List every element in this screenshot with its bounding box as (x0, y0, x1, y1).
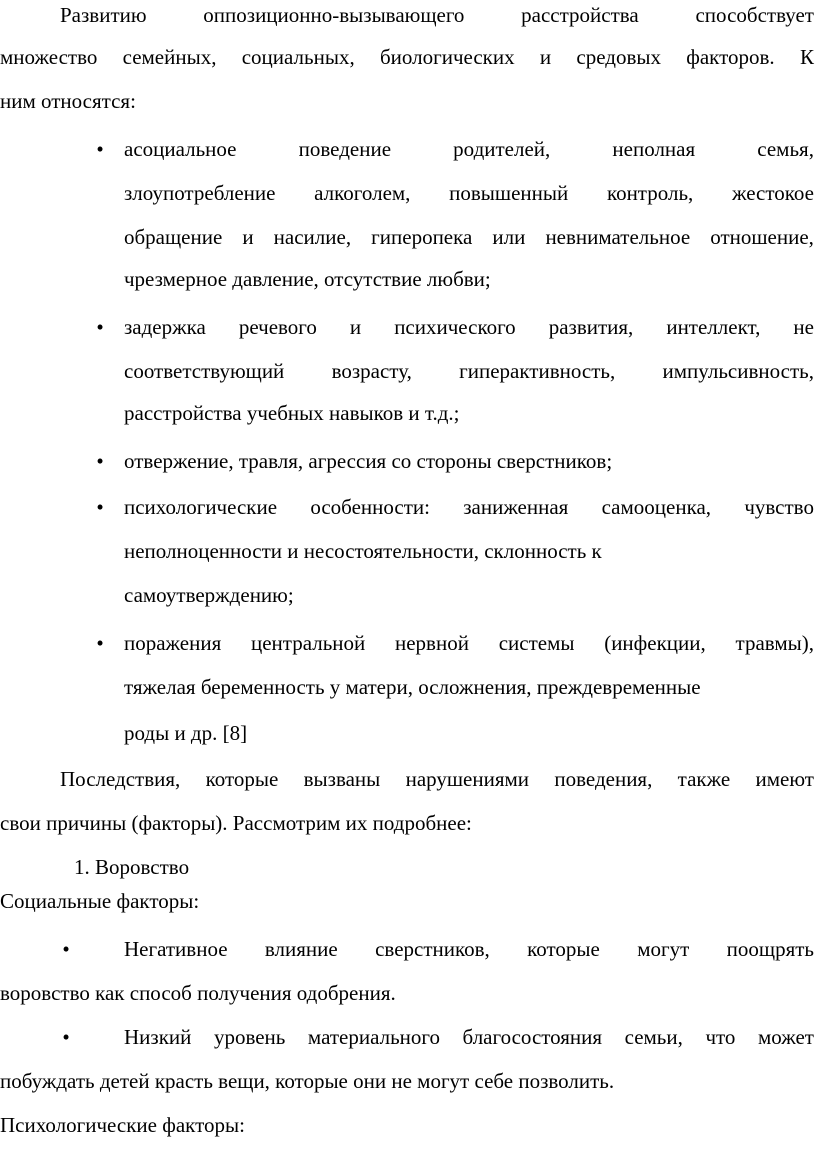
bullet-marker: • (62, 1025, 70, 1049)
word: развития, (548, 315, 634, 339)
word: которые (527, 937, 600, 961)
factor-1-line-4: чрезмерное давление, отсутствие любви; (124, 267, 491, 291)
section-heading-theft: 1. Воровство (74, 855, 190, 879)
word: факторов. (686, 45, 775, 69)
word: насилие, (273, 225, 352, 249)
word: влияние (264, 937, 338, 961)
consequences-line-2: свои причины (факторы). Рассмотрим их подробнее: (0, 811, 472, 835)
word: гиперопека (371, 225, 473, 249)
word: поведение (298, 137, 392, 161)
bullet-marker: • (96, 137, 104, 161)
word: злоупотребление (124, 181, 276, 205)
word: интеллект, (666, 315, 761, 339)
word: К (799, 45, 814, 69)
word: имеют (755, 767, 814, 791)
word: контроль, (606, 181, 694, 205)
word: заниженная (463, 495, 569, 519)
word: импульсивность, (662, 359, 814, 383)
bullet-marker: • (96, 315, 104, 339)
word: обращение (124, 225, 223, 249)
word: речевого (238, 315, 317, 339)
social-item-2-line-2: побуждать детей красть вещи, которые они не могут себе позволить. (0, 1069, 615, 1093)
factor-2-line-1 (124, 312, 814, 342)
factor-1-line-1 (124, 134, 814, 164)
word: и (242, 225, 254, 249)
word: алкоголем, (314, 181, 411, 205)
word: уровень (213, 1025, 286, 1049)
intro-line-3: ним относятся: (0, 89, 136, 113)
bullet-marker: • (62, 937, 70, 961)
factor-1-line-3 (124, 222, 814, 252)
factor-5-line-2: тяжелая беременность у матери, осложнения, преждевременные (124, 675, 701, 699)
word: психического (394, 315, 516, 339)
consequences-line-1 (60, 764, 814, 794)
social-item-1-line-1 (124, 934, 814, 964)
word: невнимательное (545, 225, 691, 249)
word: могут (637, 937, 690, 961)
word: может (757, 1025, 814, 1049)
factor-5-line-3: роды и др. [8] (124, 721, 248, 745)
word: и (349, 315, 362, 339)
word: повышенный (449, 181, 569, 205)
word: сверстников, (375, 937, 490, 961)
word: жестокое (731, 181, 814, 205)
word: что (705, 1025, 736, 1049)
word: Последствия, (60, 767, 181, 791)
word: травмы), (735, 631, 814, 655)
word: отношение, (710, 225, 814, 249)
word: которые (205, 767, 279, 791)
word: средовых (576, 45, 661, 69)
word: поощрять (726, 937, 814, 961)
word: способствует (695, 3, 814, 27)
psychological-factors-heading: Психологические факторы: (0, 1113, 245, 1137)
word: и (539, 45, 552, 69)
word: (инфекции, (604, 631, 706, 655)
word: чувство (744, 495, 814, 519)
word: центральной (250, 631, 366, 655)
word: семья, (757, 137, 814, 161)
factor-1-line-2 (124, 178, 814, 208)
bullet-marker: • (96, 631, 104, 655)
factor-2-line-3: расстройства учебных навыков и т.д.; (124, 401, 460, 425)
word: не (793, 315, 814, 339)
word: гиперактивность, (459, 359, 616, 383)
word: материального (307, 1025, 440, 1049)
word: благосостояния (462, 1025, 603, 1049)
word: нервной (395, 631, 469, 655)
social-item-2-line-1 (124, 1022, 814, 1052)
word: социальных, (241, 45, 355, 69)
word: Низкий (124, 1025, 192, 1049)
word: поражения (124, 631, 222, 655)
word: неполная (612, 137, 696, 161)
word: расстройства (521, 3, 639, 27)
word: биологических (379, 45, 515, 69)
word: Развитию (60, 3, 147, 27)
factor-4-line-1 (124, 492, 814, 522)
factor-2-line-2 (124, 356, 814, 386)
word: множество (0, 45, 98, 69)
factor-3-line-1: отвержение, травля, агрессия со стороны сверстников; (124, 449, 613, 473)
word: поведения, (554, 767, 653, 791)
word: особенности: (310, 495, 430, 519)
word: семьи, (624, 1025, 683, 1049)
word: также (677, 767, 731, 791)
social-item-1-line-2: воровство как способ получения одобрения. (0, 981, 396, 1005)
word: вызваны (303, 767, 381, 791)
word: Негативное (124, 937, 228, 961)
intro-line-2 (0, 42, 814, 72)
word: соответствующий (124, 359, 285, 383)
word: семейных, (122, 45, 217, 69)
factor-4-line-3: самоутверждению; (124, 583, 294, 607)
word: асоциальное (124, 137, 237, 161)
word: задержка (124, 315, 206, 339)
intro-line-1 (60, 0, 814, 30)
bullet-marker: • (96, 495, 104, 519)
word: психологические (124, 495, 278, 519)
word: нарушениями (405, 767, 530, 791)
word: самооценка, (601, 495, 712, 519)
bullet-marker: • (96, 449, 104, 473)
factor-4-line-2: неполноценности и несостоятельности, склонность к (124, 539, 602, 563)
word: или (492, 225, 526, 249)
factor-5-line-1 (124, 628, 814, 658)
word: возрасту, (331, 359, 412, 383)
word: родителей, (453, 137, 551, 161)
word: оппозиционно-вызывающего (203, 3, 465, 27)
social-factors-heading: Социальные факторы: (0, 889, 200, 913)
word: системы (498, 631, 575, 655)
